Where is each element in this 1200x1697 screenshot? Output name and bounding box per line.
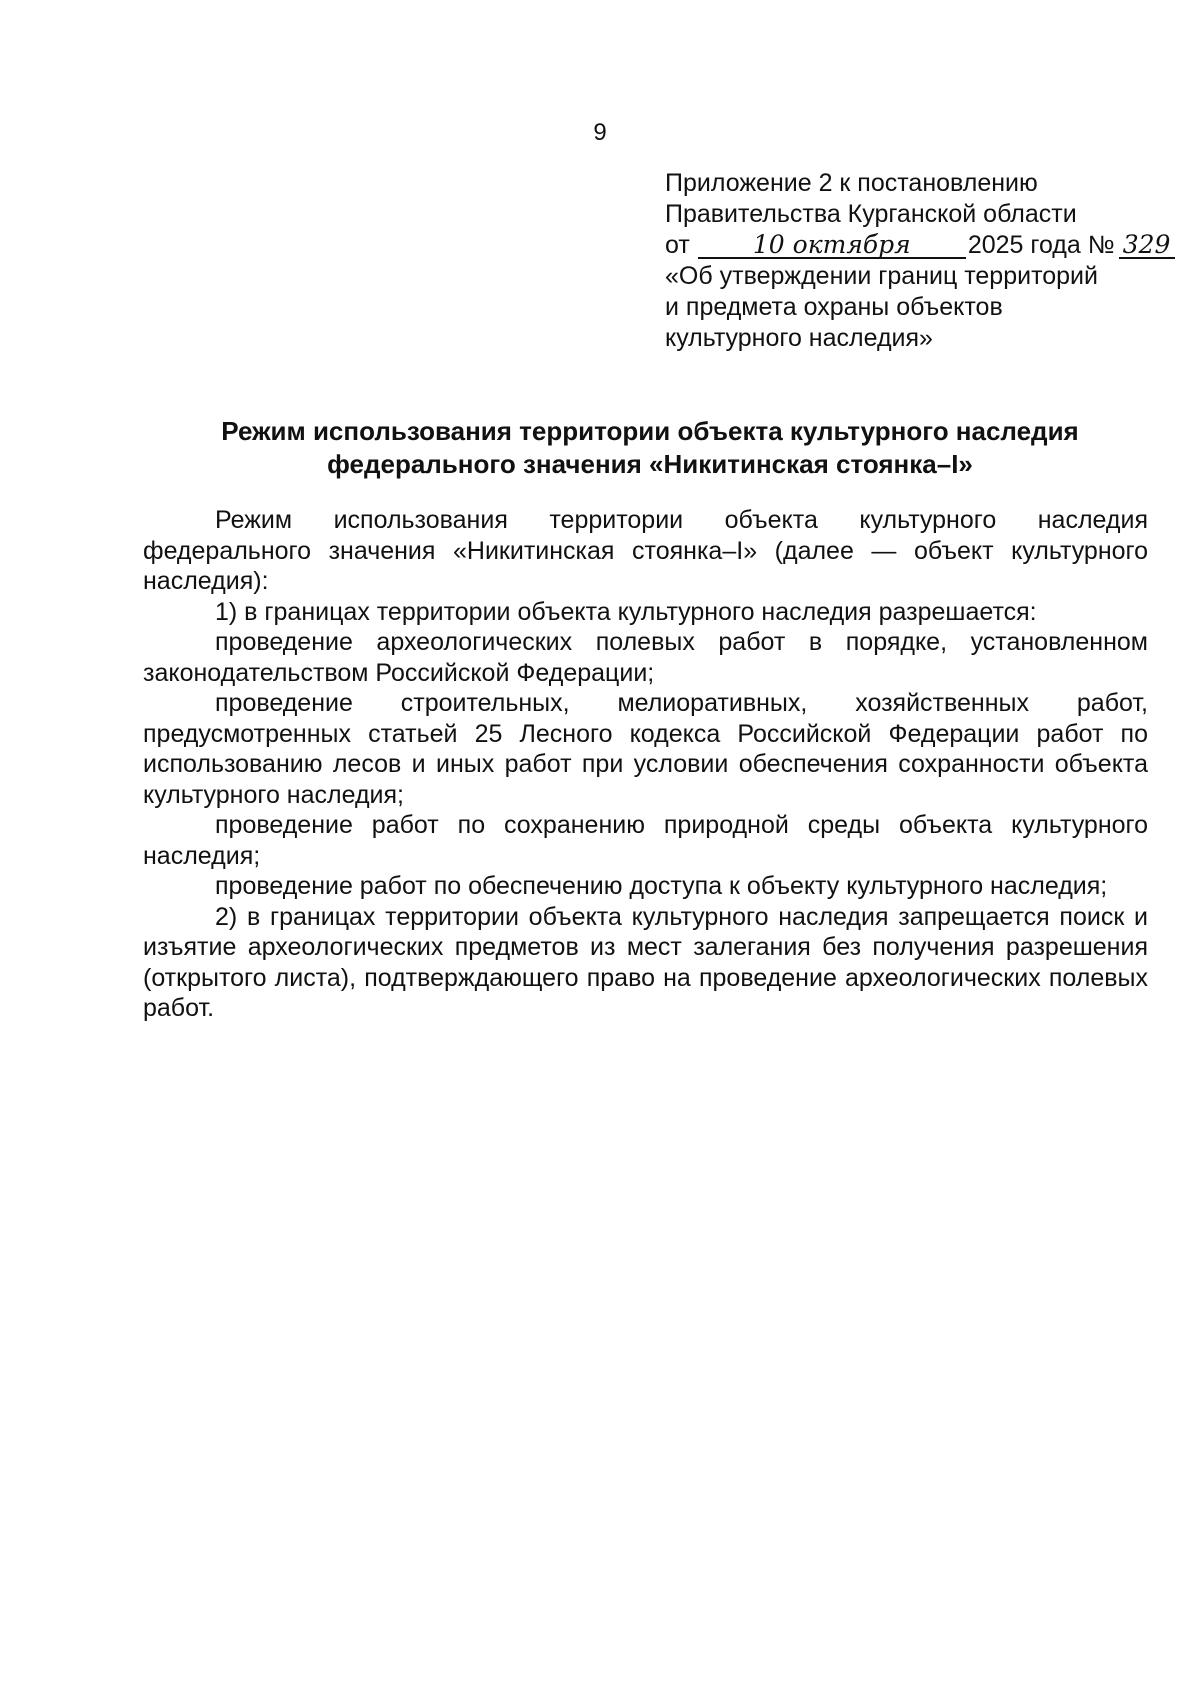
- appendix-line-date: [665, 230, 1171, 261]
- appendix-line-4: «Об утверждении границ территорий: [665, 262, 1098, 290]
- paragraph-permitted-heading: 1) в границах территории объекта культурного наследия разрешается:: [215, 597, 1037, 626]
- document-title-line-1: Режим использования территории объекта культурного наследия: [221, 416, 1079, 446]
- paragraph-permitted-construction: проведение строительных, мелиоративных, хозяйственных работ, предусмотренных статьей 25 Лесного кодекса Российской Федерации работ по использованию лесов и иных работ при условии обеспечения сохранности объекта культурного наследия;: [143, 689, 1148, 809]
- handwritten-date: 10 октября: [698, 233, 966, 259]
- page-number: 9: [593, 119, 607, 146]
- handwritten-number: 329: [1119, 233, 1175, 259]
- paragraph-permitted-access: проведение работ по обеспечению доступа к объекту культурного наследия;: [215, 872, 1108, 900]
- appendix-year-label: 2025 года №: [967, 231, 1115, 259]
- document-title: [140, 415, 1160, 481]
- paragraph-prohibited: 2) в границах территории объекта культурного наследия запрещается поиск и изъятие археологических предметов из мест залегания без получения разрешения (открытого листа), подтверждающего право на проведение археологических полевых работ.: [143, 902, 1148, 1022]
- appendix-header: [665, 168, 1171, 354]
- appendix-ot-label: от: [665, 231, 690, 259]
- appendix-line-1: Приложение 2 к постановлению: [665, 169, 1038, 197]
- paragraph-permitted-archaeology: проведение археологических полевых работ в порядке, установленном законодательством Российской Федерации;: [143, 628, 1148, 687]
- document-body: [143, 505, 1148, 1024]
- appendix-line-6: культурного наследия»: [665, 324, 933, 352]
- document-title-line-2: федерального значения «Никитинская стоянка–I»: [327, 449, 973, 479]
- paragraph-intro: Режим использования территории объекта культурного наследия федерального значения «Никитинская стоянка–I» (далее — объект культурного наследия):: [143, 506, 1148, 595]
- appendix-line-5: и предмета охраны объектов: [665, 293, 1003, 321]
- paragraph-permitted-nature: проведение работ по сохранению природной среды объекта культурного наследия;: [143, 811, 1148, 870]
- appendix-line-2: Правительства Курганской области: [665, 200, 1077, 228]
